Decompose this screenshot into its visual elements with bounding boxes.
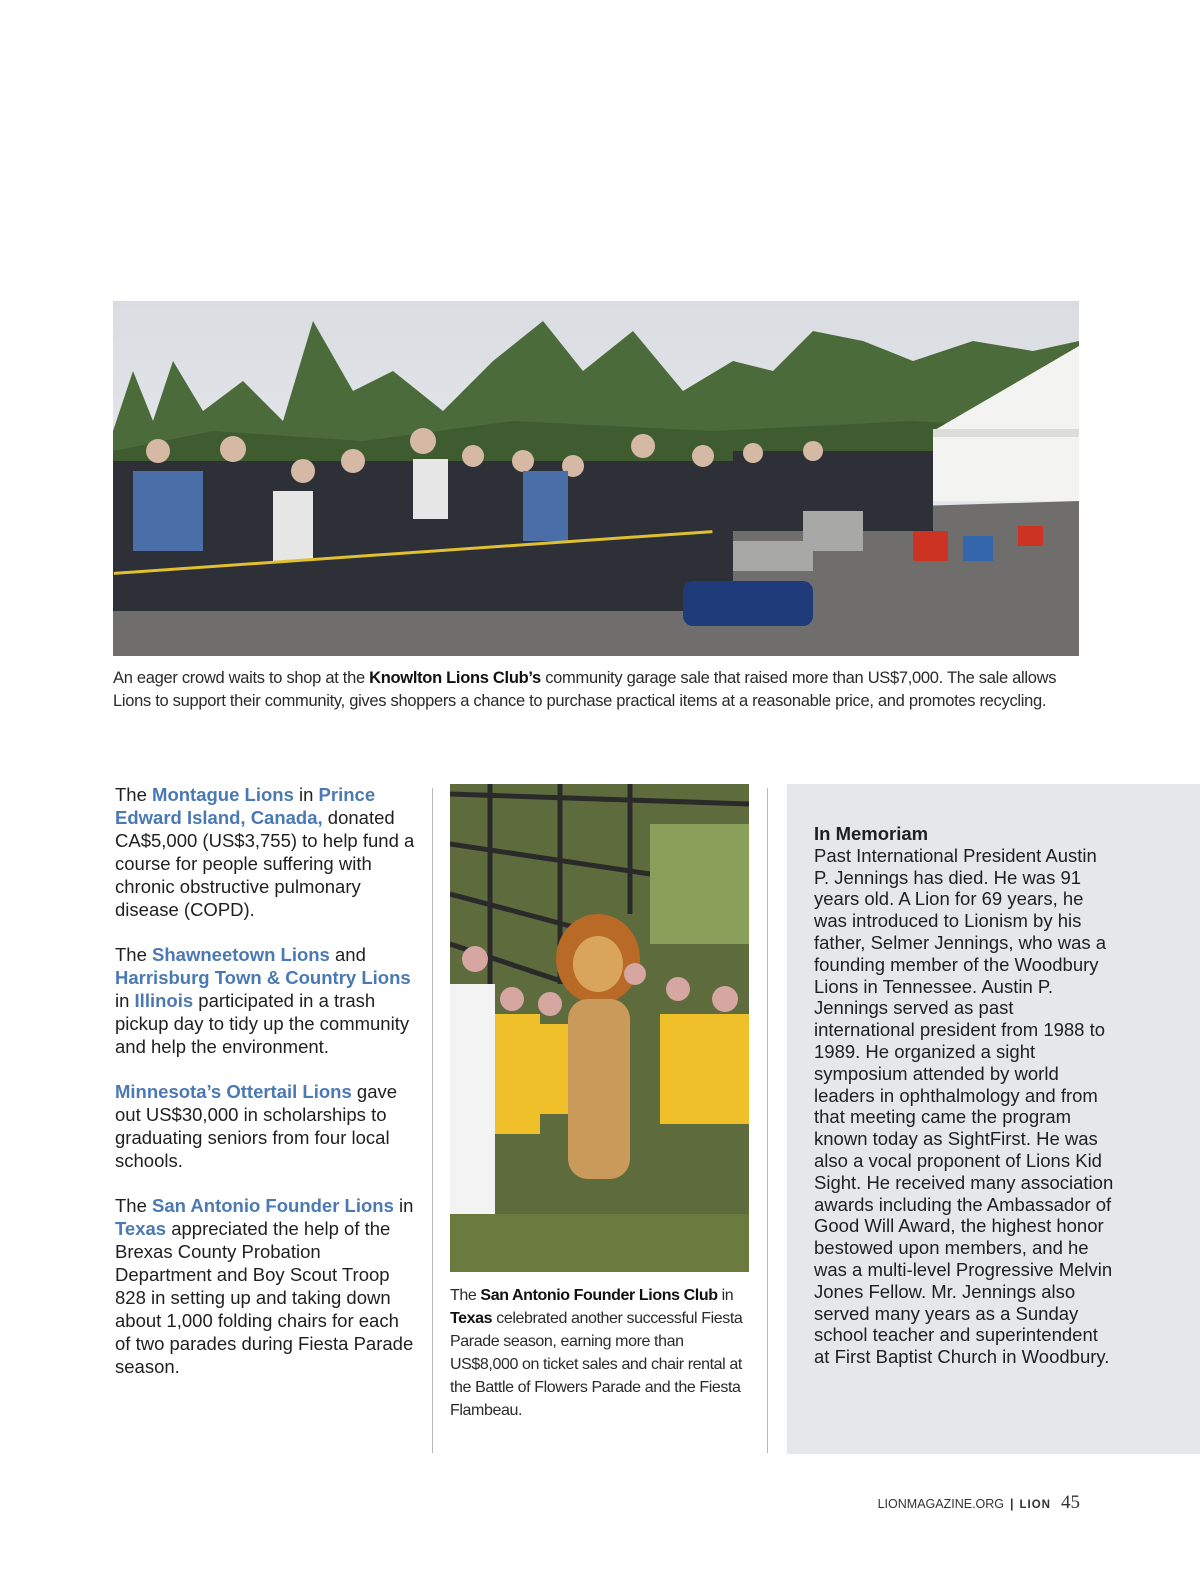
page-footer [878, 1492, 1080, 1514]
memoriam-heading: In Memoriam [814, 823, 929, 844]
footer-separator: | [1010, 1497, 1014, 1511]
news-item-ottertail: Minnesota’s Ottertail Lions gave out US$30,000 in scholarships to graduating seniors from four local schools. [115, 1081, 398, 1171]
footer-brand: LION [1019, 1499, 1051, 1511]
garage-sale-photo-art [113, 301, 1079, 656]
lion-mascot-photo-art [450, 784, 749, 1272]
column-divider [767, 788, 768, 1453]
memoriam-body: Past International President Austin P. Jennings has died. He was 91 years old. A Lion for 69 years, he was introduced to Lionism by his father, Selmer Jennings, who was a founding member of the Woodbury Lions in Tennessee. Austin P. Jennings served as past international president from 1988 to 1989. He organized a sight symposium attended by world leaders in ophthalmology and from that meeting came the program known today as SightFirst. He was also a vocal proponent of Lions Kid Sight. He received many association awards including the Ambassador of Good Will Award, the highest honor bestowed upon members, and he was a multi-level Progressive Melvin Jones Fellow. Mr. Jennings also served many years as a Sunday school teacher and superintendent at First Baptist Church in Woodbury. [814, 844, 1114, 1368]
top-photo-caption: An eager crowd waits to shop at the Knowlton Lions Club’s community garage sale that raised more than US$7,000. The sale allows Lions to support their community, gives shoppers a chance to purchase practical items at a reasonable price, and promotes recycling. [113, 669, 1057, 710]
column-divider [432, 788, 433, 1453]
news-item-montague: The Montague Lions in Prince Edward Island, Canada, donated CA$5,000 (US$3,755) to help fund a course for people suffering with chronic obstructive pulmonary disease (COPD). [115, 784, 415, 920]
garage-sale-photo [113, 301, 1079, 656]
caption-club-name: Knowlton Lions Club’s [369, 669, 541, 687]
page-number: 45 [1061, 1492, 1080, 1513]
news-item-shawneetown: The Shawneetown Lions and Harrisburg Town & Country Lions in Illinois participated in a trash pickup day to tidy up the community and help the environment. [115, 944, 411, 1057]
footer-site: LIONMAGAZINE.ORG [877, 1497, 1005, 1511]
lion-mascot-photo [450, 784, 749, 1272]
in-memoriam-box [787, 784, 1200, 1454]
club-news-column [115, 783, 415, 1400]
mascot-photo-caption: The San Antonio Founder Lions Club in Texas celebrated another successful Fiesta Parade season, earning more than US$8,000 on ticket sales and chair rental at the Battle of Flowers Parade and the Fiesta Flambeau. [450, 1287, 743, 1419]
news-item-san-antonio: The San Antonio Founder Lions in Texas appreciated the help of the Brexas County Probation Department and Boy Scout Troop 828 in setting up and taking down about 1,000 folding chairs for each of two parades during Fiesta Parade season. [115, 1195, 414, 1377]
